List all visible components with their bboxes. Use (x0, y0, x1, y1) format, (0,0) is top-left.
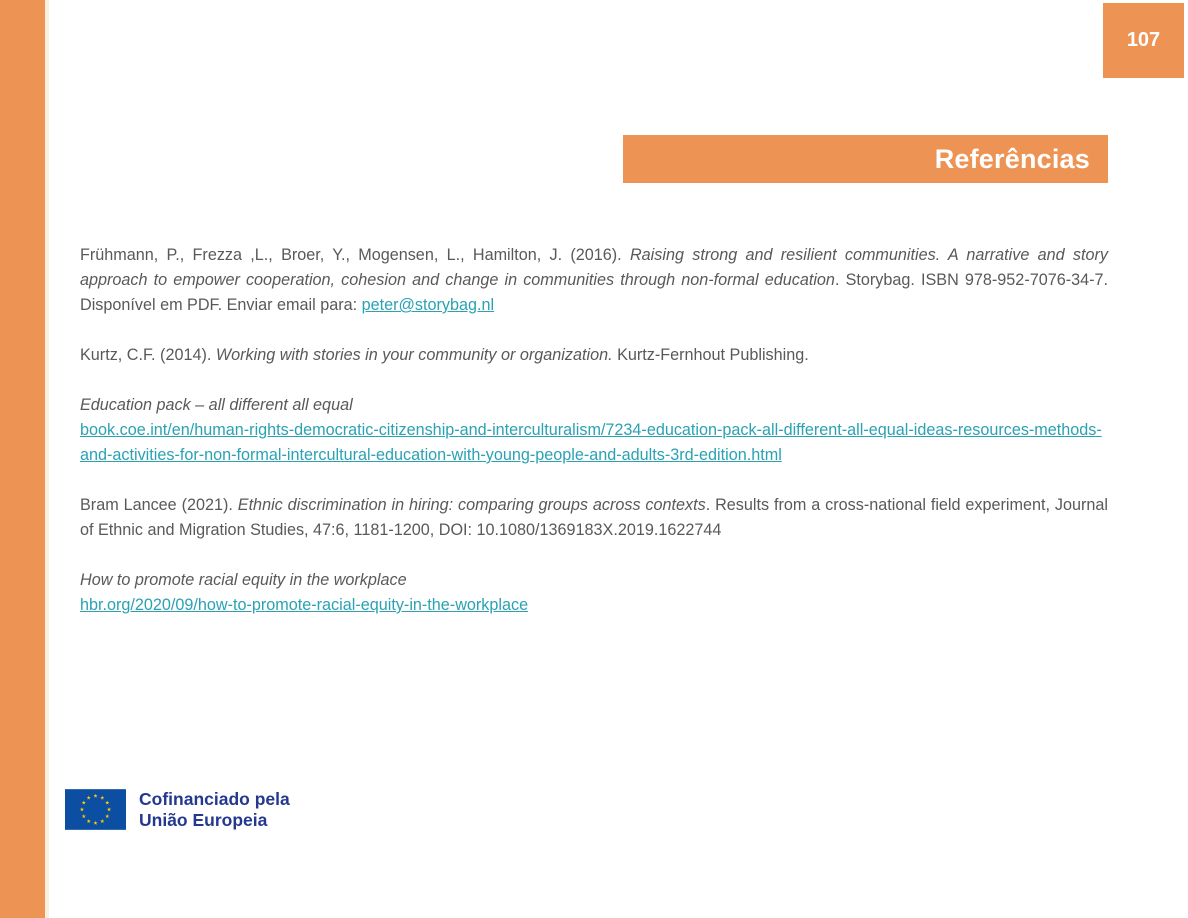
title-banner (623, 135, 1108, 183)
reference-lancee (80, 493, 1108, 543)
page-number: 107 (1126, 29, 1161, 51)
reference-text: Kurtz, C.F. (2014). (80, 346, 216, 364)
education-pack-link-line2[interactable]: and-activities-for-non-formal-intercultural-education-with-young-people-and-adults-3rd-edition.html (80, 446, 782, 464)
reference-text: Bram Lancee (2021). (80, 496, 238, 514)
education-pack-link-line1[interactable]: book.coe.int/en/human-rights-democratic-citizenship-and-interculturalism/7234-education-pack-all-different-all-equal-ideas-resources-methods- (80, 421, 1102, 439)
references-list (80, 243, 1108, 643)
reference-title-italic: Working with stories in your community or organization. (215, 346, 613, 364)
page-title: Referências (934, 143, 1090, 174)
eu-funding-text-line2: União Europeia (139, 809, 268, 830)
page-number-badge (1103, 3, 1184, 78)
reference-education-pack (80, 393, 1108, 468)
reference-kurtz (80, 343, 1108, 368)
reference-title-italic: How to promote racial equity in the workplace (80, 571, 407, 589)
left-accent-strip (0, 0, 45, 918)
reference-title-italic: Ethnic discrimination in hiring: comparing groups across contexts (237, 496, 706, 514)
hbr-link[interactable]: hbr.org/2020/09/how-to-promote-racial-equity-in-the-workplace (80, 596, 529, 614)
eu-funding-logo (65, 788, 290, 831)
reference-fruhmann (80, 243, 1108, 318)
eu-flag-icon (65, 788, 126, 831)
reference-title-italic: Raising strong and resilient communities. A narrative and story approach to empower cooperation, cohesion and change in communities through non-formal education (80, 246, 1108, 289)
reference-text: . Storybag. ISBN 978-952-7076-34-7. Disponível em PDF. Enviar email para: (80, 271, 1109, 314)
eu-funding-text (139, 789, 290, 831)
email-link-storybag[interactable]: peter@storybag.nl (361, 296, 495, 314)
reference-text: Frühmann, P., Frezza ,L., Broer, Y., Mogensen, L., Hamilton, J. (2016). (80, 246, 630, 264)
left-accent-strip-edge (45, 0, 49, 918)
reference-text: Kurtz-Fernhout Publishing. (612, 346, 809, 364)
reference-text: . Results from a cross-national field experiment, Journal of Ethnic and Migration Studies, 47:6, 1181-1200, DOI: 10.1080/1369183X.2019.1622744 (80, 496, 1108, 539)
eu-funding-text-line1: Cofinanciado pela (139, 788, 290, 809)
reference-hbr (80, 568, 1108, 618)
reference-title-italic: Education pack – all different all equal (80, 396, 353, 414)
